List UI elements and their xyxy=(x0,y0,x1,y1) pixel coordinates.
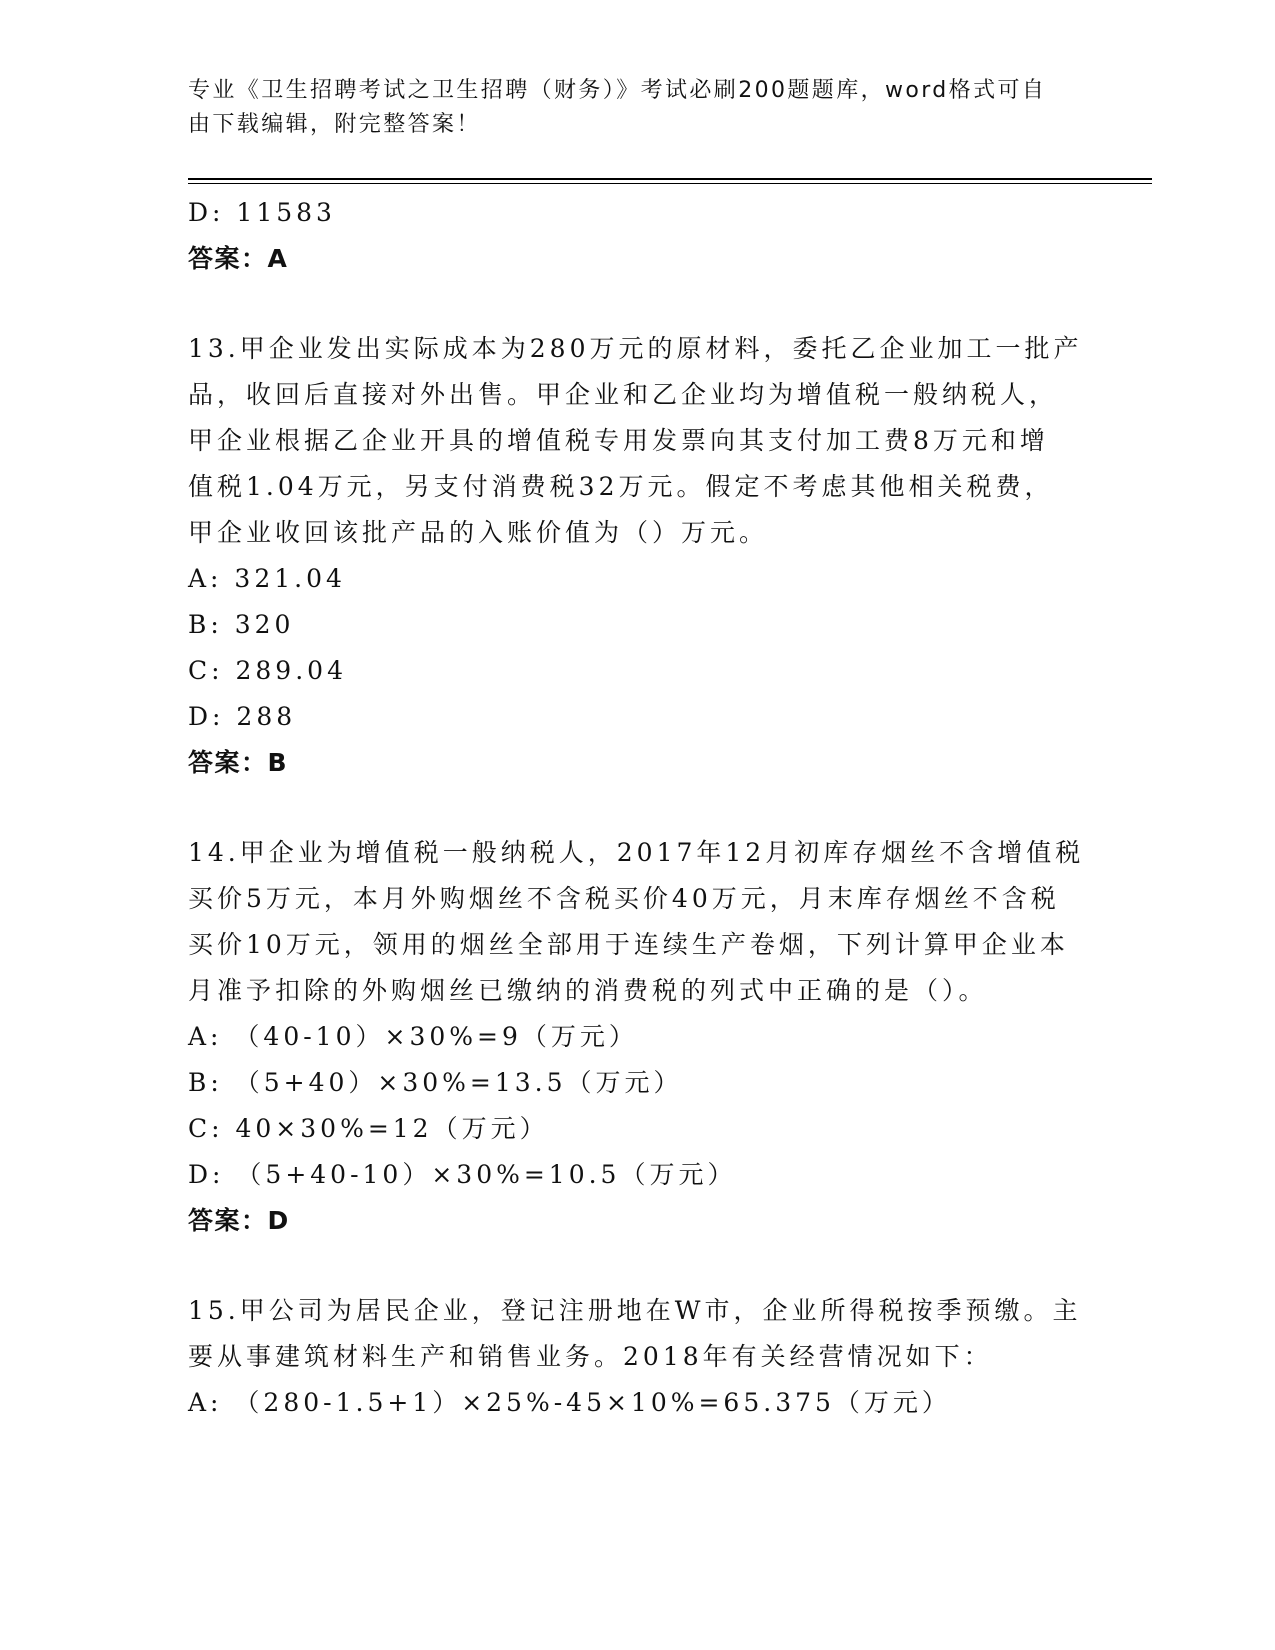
option-b: B: 320 xyxy=(188,610,295,639)
option-b: B: （5+40）×30%=13.5（万元） xyxy=(188,1068,683,1097)
question-text-line: 值税1.04万元，另支付消费税32万元。假定不考虑其他相关税费， xyxy=(188,472,1054,501)
option-d: D: 11583 xyxy=(188,198,336,227)
question-text-line: 品，收回后直接对外出售。甲企业和乙企业均为增值税一般纳税人， xyxy=(188,380,1059,409)
option-d: D: （5+40-10）×30%=10.5（万元） xyxy=(188,1160,737,1189)
previous-question-tail xyxy=(188,190,1088,282)
question-13 xyxy=(188,326,1088,786)
option-a: A: （280-1.5+1）×25%-45×10%=65.375（万元） xyxy=(188,1388,951,1417)
question-text-line: 15.甲公司为居民企业，登记注册地在W市，企业所得税按季预缴。主 xyxy=(188,1296,1082,1325)
question-text-line: 月准予扣除的外购烟丝已缴纳的消费税的列式中正确的是（）。 xyxy=(188,976,988,1005)
question-text-line: 甲企业根据乙企业开具的增值税专用发票向其支付加工费8万元和增 xyxy=(188,426,1049,455)
option-a: A: 321.04 xyxy=(188,564,346,593)
header-line-2: 由下载编辑，附完整答案！ xyxy=(188,112,481,137)
option-c: C: 289.04 xyxy=(188,656,347,685)
answer-line: 答案：B xyxy=(188,748,289,777)
header-divider-thick xyxy=(188,178,1152,180)
question-text-line: 13.甲企业发出实际成本为280万元的原材料，委托乙企业加工一批产 xyxy=(188,334,1083,363)
question-text-line: 14.甲企业为增值税一般纳税人，2017年12月初库存烟丝不含增值税 xyxy=(188,838,1085,867)
answer-line: 答案：D xyxy=(188,1206,290,1235)
question-text-line: 买价5万元，本月外购烟丝不含税买价40万元，月末库存烟丝不含税 xyxy=(188,884,1060,913)
option-c: C: 40×30%=12（万元） xyxy=(188,1114,549,1143)
question-text-line: 要从事建筑材料生产和销售业务。2018年有关经营情况如下： xyxy=(188,1342,993,1371)
question-text-line: 甲企业收回该批产品的入账价值为（）万元。 xyxy=(188,518,769,547)
option-d: D: 288 xyxy=(188,702,297,731)
option-a: A: （40-10）×30%=9（万元） xyxy=(188,1022,638,1051)
document-header xyxy=(188,74,1068,142)
question-15 xyxy=(188,1288,1088,1426)
page-body xyxy=(188,190,1088,1426)
header-line-1: 专业《卫生招聘考试之卫生招聘（财务）》考试必刷200题题库，word格式可自 xyxy=(188,78,1047,103)
answer-line: 答案：A xyxy=(188,244,289,273)
question-text-line: 买价10万元，领用的烟丝全部用于连续生产卷烟，下列计算甲企业本 xyxy=(188,930,1069,959)
header-divider-thin xyxy=(188,183,1152,184)
question-14 xyxy=(188,830,1088,1244)
